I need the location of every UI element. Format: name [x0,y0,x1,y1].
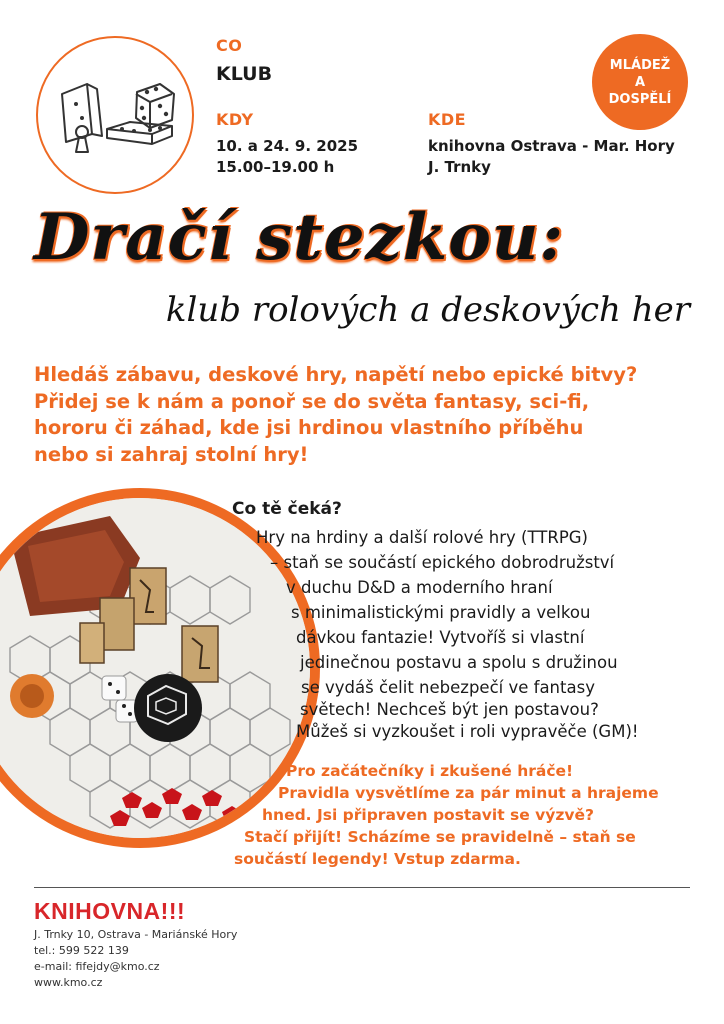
body-line: Můžeš si vyzkoušet i roli vypravěče (GM)! [296,722,639,741]
lead-line: hororu či záhad, kde jsi hrdinou vlastního příběhu [34,416,584,439]
body-line: v duchu D&D a moderního hraní [286,578,553,597]
library-phone: tel.: 599 522 139 [34,944,129,957]
event-subtitle: klub rolových a deskových her [165,290,690,330]
where-line2: J. Trnky [428,158,491,176]
invite-line: Pro začátečníky i zkušené hráče! [286,762,574,780]
invite-line: Pravidla vysvětlíme za pár minut a hrajeme [278,784,659,802]
badge-line-2: A [634,74,646,90]
body-line: s minimalistickými pravidly a velkou [291,603,591,622]
lead-line: nebo si zahraj stolní hry! [34,442,309,466]
library-website[interactable]: www.kmo.cz [34,976,103,989]
library-email[interactable]: e-mail: fifejdy@kmo.cz [34,960,160,973]
footer-divider [34,887,690,888]
what-label: CO [216,36,243,55]
library-name: KNIHOVNA!!! [34,898,186,924]
body-line: Hry na hrdiny a další rolové hry (TTRPG) [256,528,588,547]
event-icon-circle [36,36,194,194]
dice-and-pawns-icon [52,74,182,164]
body-line: – staň se součástí epického dobrodružství [270,553,615,572]
invite-line: součástí legendy! Vstup zdarma. [234,850,521,868]
library-address: J. Trnky 10, Ostrava - Mariánské Hory [34,928,238,941]
badge-line-1: MLÁDEŽ [609,57,671,73]
when-date: 10. a 24. 9. 2025 [216,137,359,155]
when-label: KDY [216,110,254,129]
where-label: KDE [428,110,467,129]
where-line1: knihovna Ostrava - Mar. Hory [428,137,675,155]
what-value: KLUB [216,63,273,85]
lead-line: Hledáš zábavu, deskové hry, napětí nebo epické bitvy? [34,363,638,386]
invite-line: Stačí přijít! Scházíme se pravidelně – staň se [244,828,636,846]
body-line: dávkou fantazie! Vytvoříš si vlastní [296,628,585,647]
lead-line: Přidej se k nám a ponoř se do světa fantasy, sci-fi, [34,389,590,413]
lead-paragraph [34,362,694,468]
badge-line-3: DOSPĚLÍ [608,91,672,107]
event-title: Dračí stezkou: [34,200,565,275]
section-heading: Co tě čeká? [232,499,342,519]
body-line: světech! Nechceš být jen postavou? [300,700,599,719]
body-line: jedinečnou postavu a spolu s družinou [300,653,618,672]
body-line: se vydáš čelit nebezpečí ve fantasy [301,678,595,697]
invite-line: hned. Jsi připraven postavit se výzvě? [262,806,594,824]
audience-badge [592,34,688,130]
when-time: 15.00–19.00 h [216,158,335,176]
